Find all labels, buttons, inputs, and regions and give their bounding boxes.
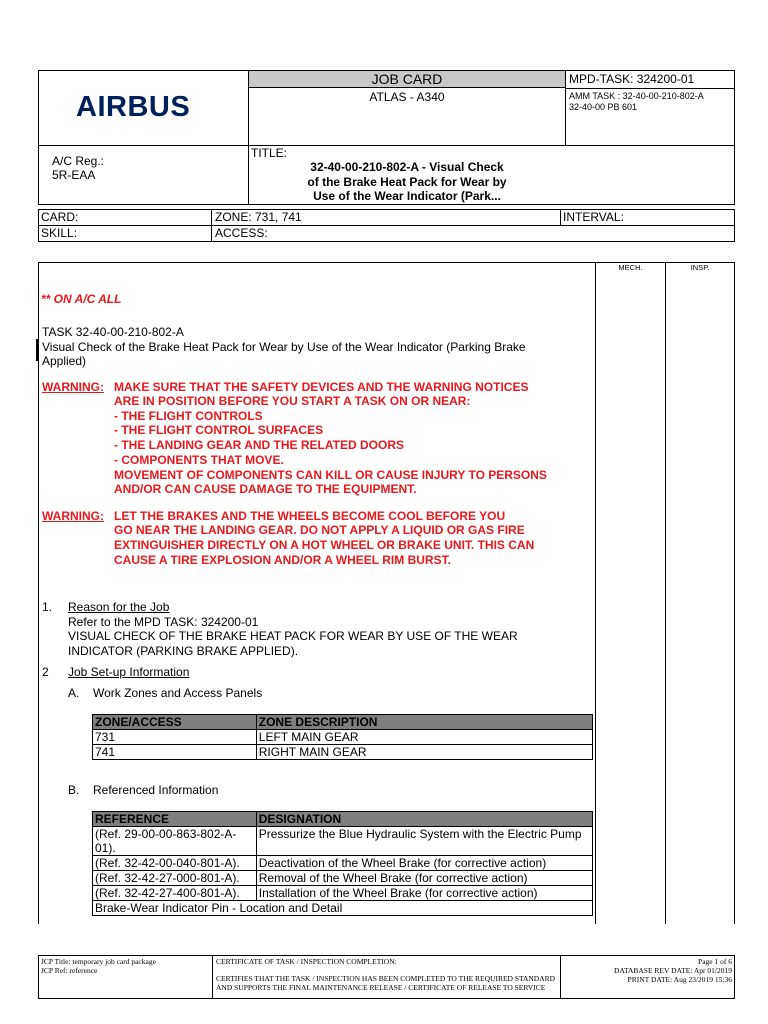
access-label: ACCESS: (215, 226, 268, 240)
warning2-line2: GO NEAR THE LANDING GEAR. DO NOT APPLY A LIQUID OR GAS FIRE (114, 523, 525, 537)
designation-cell: Pressurize the Blue Hydraulic System with the Electric Pump (256, 827, 592, 856)
info-vline-2 (560, 209, 561, 226)
designation-cell: Removal of the Wheel Brake (for corrective action) (256, 871, 592, 886)
title-label: TITLE: (251, 146, 288, 160)
table-row (93, 901, 593, 916)
footer-vline-1 (212, 955, 213, 999)
table-row (93, 827, 593, 856)
warning1-line8: AND/OR CAN CAUSE DAMAGE TO THE EQUIPMENT. (114, 482, 417, 496)
section-1-line2: VISUAL CHECK OF THE BRAKE HEAT PACK FOR WEAR BY USE OF THE WEAR (68, 629, 518, 643)
header-hline (38, 145, 735, 146)
zones-header-description: ZONE DESCRIPTION (256, 715, 592, 730)
print-date: PRINT DATE: Aug 23/2019 15:36 (627, 975, 732, 984)
task-desc-line1: Visual Check of the Brake Heat Pack for Wear by Use of the Wear Indicator (Parking Brake (42, 340, 526, 354)
section-1-title: Reason for the Job (68, 600, 170, 614)
card-label: CARD: (41, 210, 79, 224)
warning2-line3: EXTINGUISHER DIRECTLY ON A HOT WHEEL OR BRAKE UNIT. THIS CAN (114, 538, 535, 552)
jcp-ref: JCP Ref: reference (41, 966, 98, 975)
section-b-number: B. (68, 783, 80, 797)
on-ac-all: ** ON A/C ALL (41, 292, 122, 306)
table-row (93, 745, 593, 760)
jcp-title: JCP Title: temporary job card package (41, 957, 156, 966)
table-row (93, 730, 593, 745)
designation-cell: Installation of the Wheel Brake (for corrective action) (256, 886, 592, 901)
page-number: Page 1 of 6 (698, 957, 732, 966)
figure-reference-cell[interactable]: Brake-Wear Indicator Pin - Location and Detail (93, 901, 593, 916)
certificate-title: CERTIFICATE OF TASK / INSPECTION COMPLETION: (216, 957, 397, 966)
section-a-title: Work Zones and Access Panels (93, 686, 263, 700)
ac-reg-label: A/C Reg.: (52, 154, 105, 168)
section-1-line3: INDICATOR (PARKING BRAKE APPLIED). (68, 644, 299, 658)
header-divider-right (565, 70, 566, 146)
warning1-line6: - COMPONENTS THAT MOVE. (114, 453, 284, 467)
designation-cell: Deactivation of the Wheel Brake (for corrective action) (256, 856, 592, 871)
amm-task-line2: 32-40-00 PB 601 (569, 102, 638, 112)
body-frame-left (38, 262, 39, 924)
section-1-number: 1. (42, 600, 53, 614)
atlas-label: ATLAS - A340 (369, 90, 445, 104)
interval-label: INTERVAL: (563, 210, 624, 224)
info-vline-1 (211, 209, 212, 242)
warning1-line7: MOVEMENT OF COMPONENTS CAN KILL OR CAUSE INJURY TO PERSONS (114, 468, 547, 482)
ac-reg-value: 5R-EAA (52, 168, 96, 182)
reference-table-header (93, 812, 593, 827)
table-row (93, 871, 593, 886)
title-line3: Use of the Wear Indicator (Park... (313, 189, 501, 203)
section-2-title: Job Set-up Information (68, 665, 190, 679)
reference-cell[interactable]: (Ref. 32-42-00-040-801-A). (93, 856, 257, 871)
warning1-line4: - THE FLIGHT CONTROL SURFACES (114, 423, 324, 437)
warning-label-1: WARNING: (42, 380, 104, 394)
reference-cell[interactable]: (Ref. 29-00-00-863-802-A-01). (93, 827, 257, 856)
body-col-insp (665, 262, 666, 924)
mpd-task-divider (566, 88, 735, 89)
reference-header: REFERENCE (93, 812, 257, 827)
section-2-number: 2 (42, 665, 49, 679)
skill-label: SKILL: (41, 226, 78, 240)
warning1-line1: MAKE SURE THAT THE SAFETY DEVICES AND THE WARNING NOTICES (114, 380, 529, 394)
zone-cell: 741 (93, 745, 257, 760)
task-desc-line2: Applied) (42, 354, 87, 368)
section-b-title: Referenced Information (93, 783, 219, 797)
body-frame-right (734, 262, 735, 924)
insp-column-label: INSP. (690, 263, 710, 272)
database-rev-date: DATABASE REV DATE: Apr 01/2019 (613, 966, 732, 975)
body-col-mech (595, 262, 596, 924)
zone-description-cell: LEFT MAIN GEAR (256, 730, 592, 745)
mpd-task: MPD-TASK: 324200-01 (569, 72, 695, 86)
amm-task-line1: AMM TASK : 32-40-00-210-802-A (569, 91, 704, 101)
info-hline (38, 225, 735, 226)
job-card-label: JOB CARD (371, 71, 443, 87)
zone-label: ZONE: 731, 741 (215, 210, 302, 224)
reference-cell[interactable]: (Ref. 32-42-27-000-801-A). (93, 871, 257, 886)
warning2-line1: LET THE BRAKES AND THE WHEELS BECOME COOL BEFORE YOU (114, 509, 506, 523)
reference-table (92, 811, 593, 916)
airbus-logo: AIRBUS (76, 91, 191, 123)
warning1-line2: ARE IN POSITION BEFORE YOU START A TASK ON OR NEAR: (114, 394, 471, 408)
table-row (93, 886, 593, 901)
reference-cell[interactable]: (Ref. 32-42-27-400-801-A). (93, 886, 257, 901)
zone-cell: 731 (93, 730, 257, 745)
zones-table (92, 714, 593, 760)
section-a-number: A. (68, 686, 80, 700)
table-row (93, 856, 593, 871)
certificate-text: CERTIFIES THAT THE TASK / INSPECTION HAS BEEN COMPLETED TO THE REQUIRED STANDARD AND SUPPORTS THE FINAL MAINTENANCE RELEASE / CERTIFICATE OF RELEASE TO SERVICE (216, 974, 556, 992)
designation-header: DESIGNATION (256, 812, 592, 827)
mech-column-label: MECH. (618, 263, 643, 272)
warning1-line5: - THE LANDING GEAR AND THE RELATED DOORS (114, 438, 404, 452)
zones-table-header (93, 715, 593, 730)
warning2-line4: CAUSE A TIRE EXPLOSION AND/OR A WHEEL RIM BURST. (114, 553, 451, 567)
footer-vline-2 (560, 955, 561, 999)
title-line2: of the Brake Heat Pack for Wear by (307, 175, 507, 189)
change-bar (36, 339, 38, 361)
section-1-line1: Refer to the MPD TASK: 324200-01 (68, 615, 259, 629)
task-id: TASK 32-40-00-210-802-A (42, 325, 184, 339)
zones-header-zone: ZONE/ACCESS (93, 715, 257, 730)
zone-description-cell: RIGHT MAIN GEAR (256, 745, 592, 760)
warning-label-2: WARNING: (42, 509, 104, 523)
warning1-line3: - THE FLIGHT CONTROLS (114, 409, 263, 423)
title-line1: 32-40-00-210-802-A - Visual Check (310, 160, 504, 174)
